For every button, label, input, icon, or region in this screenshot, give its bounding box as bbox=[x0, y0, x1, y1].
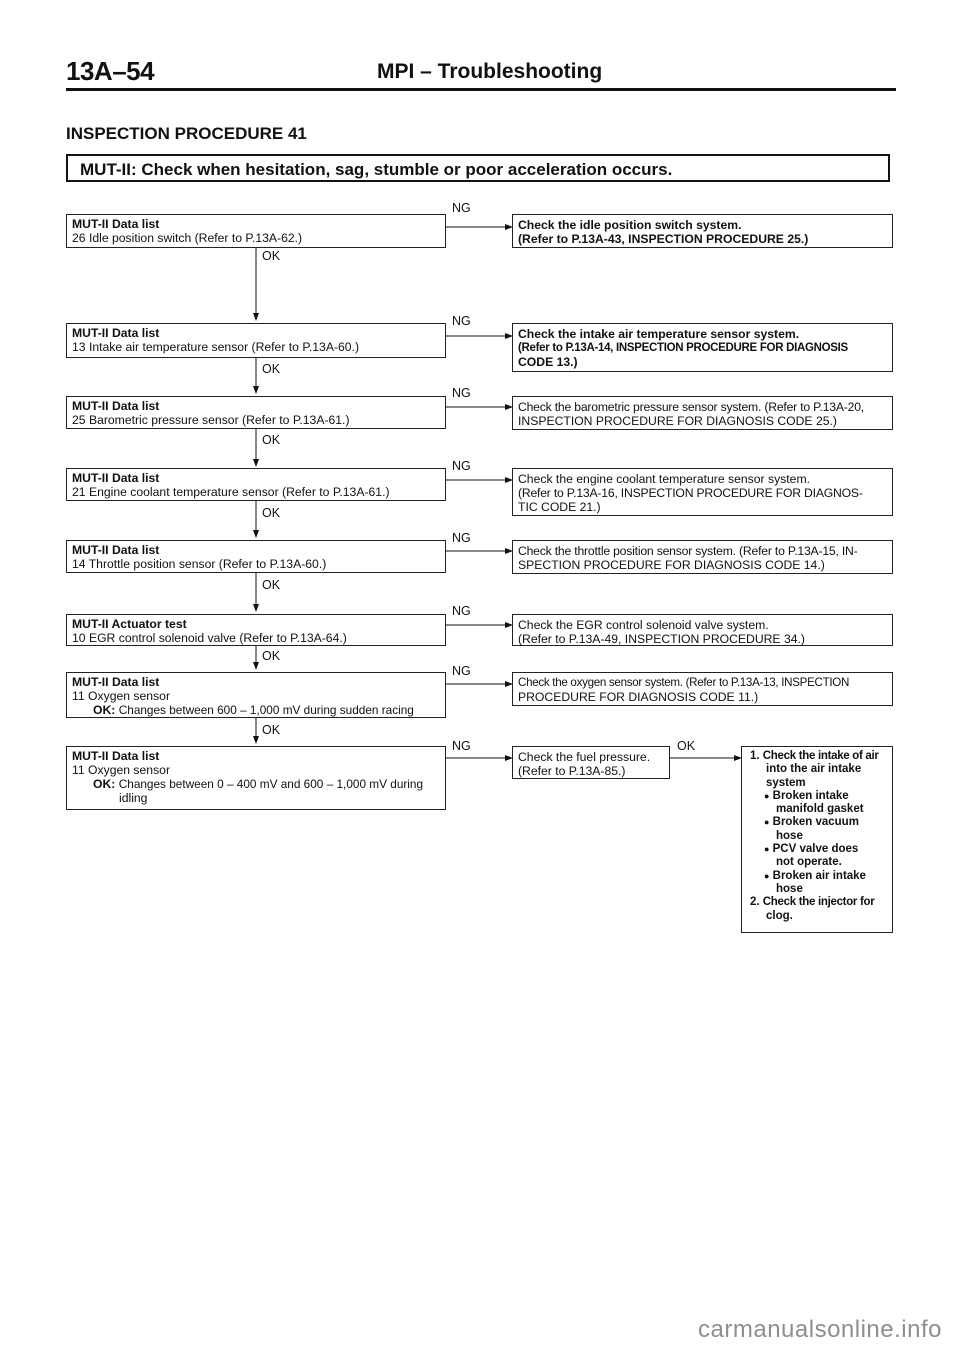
action-line: SPECTION PROCEDURE FOR DIAGNOSIS CODE 14.) bbox=[518, 558, 825, 572]
ng-label: NG bbox=[452, 459, 471, 473]
action-line: Check the fuel pressure. bbox=[518, 750, 651, 764]
ng-label: NG bbox=[452, 604, 471, 618]
action-box-egr-solenoid bbox=[512, 614, 893, 646]
check-box-engine-coolant-temp bbox=[66, 468, 446, 501]
bullet-text: Broken air intake bbox=[772, 869, 866, 882]
ok-label: OK bbox=[262, 506, 281, 520]
check-item: 26 Idle position switch (Refer to P.13A-62.) bbox=[72, 231, 303, 245]
ok-criteria bbox=[72, 777, 441, 791]
bullet-icon: ● bbox=[764, 817, 770, 828]
bullet-text: Broken vacuum bbox=[772, 816, 859, 829]
action-line: Check the intake air temperature sensor system. bbox=[518, 327, 800, 341]
procedure-title: INSPECTION PROCEDURE 41 bbox=[66, 124, 307, 143]
item-text: system bbox=[766, 776, 806, 789]
check-title: MUT-II Data list bbox=[72, 675, 160, 689]
ok-label: OK bbox=[262, 578, 281, 592]
ok-label: OK bbox=[262, 249, 281, 263]
action-line: (Refer to P.13A-49, INSPECTION PROCEDURE 34.) bbox=[518, 632, 805, 646]
item-number: 1. bbox=[750, 750, 760, 762]
ng-label: NG bbox=[452, 201, 471, 215]
check-box-throttle-position bbox=[66, 540, 446, 573]
bullet-item bbox=[750, 816, 887, 829]
item-text: clog. bbox=[766, 909, 793, 922]
action-line: CODE 13.) bbox=[518, 355, 578, 369]
check-box-barometric-pressure bbox=[66, 396, 446, 429]
ng-label: NG bbox=[452, 386, 471, 400]
ng-label: NG bbox=[452, 314, 471, 328]
action-box-engine-coolant-temp bbox=[512, 468, 893, 516]
bullet-icon: ● bbox=[764, 790, 770, 801]
page-number: 13A–54 bbox=[66, 56, 155, 86]
check-box-oxygen-sensor-racing bbox=[66, 672, 446, 718]
ok-prefix: OK: bbox=[93, 777, 116, 791]
ok-prefix: OK: bbox=[93, 703, 116, 717]
check-title: MUT-II Data list bbox=[72, 471, 160, 485]
item-text: into the air intake bbox=[766, 763, 862, 776]
bullet-text: Broken intake bbox=[772, 789, 849, 802]
watermark: carmanualsonline.info bbox=[698, 1316, 942, 1343]
ok-criteria-cont: idling bbox=[119, 791, 148, 805]
action-line: Check the EGR control solenoid valve system. bbox=[518, 618, 769, 632]
section-title: MPI – Troubleshooting bbox=[377, 60, 603, 83]
bullet-text-cont: hose bbox=[776, 829, 803, 842]
action-box-barometric-pressure bbox=[512, 396, 893, 430]
action-line: TIC CODE 21.) bbox=[518, 500, 601, 514]
action-line: Check the oxygen sensor system. (Refer to P.13A-13, INSPECTION bbox=[518, 676, 850, 689]
action-line: Check the barometric pressure sensor system. (Refer to P.13A-20, bbox=[518, 400, 864, 414]
check-item: 21 Engine coolant temperature sensor (Refer to P.13A-61.) bbox=[72, 485, 390, 499]
action-box-throttle-position bbox=[512, 540, 893, 574]
check-item: 11 Oxygen sensor bbox=[72, 763, 171, 777]
bullet-item bbox=[750, 790, 887, 803]
action-line: INSPECTION PROCEDURE FOR DIAGNOSIS CODE 25.) bbox=[518, 414, 837, 428]
action-line: PROCEDURE FOR DIAGNOSIS CODE 11.) bbox=[518, 690, 759, 704]
ng-label: NG bbox=[452, 664, 471, 678]
action-line: Check the throttle position sensor system. (Refer to P.13A-15, IN- bbox=[518, 544, 858, 558]
bullet-item bbox=[750, 843, 887, 856]
action-line: (Refer to P.13A-16, INSPECTION PROCEDURE FOR DIAGNOS- bbox=[518, 486, 863, 500]
check-title: MUT-II Data list bbox=[72, 543, 160, 557]
check-item: 13 Intake air temperature sensor (Refer to P.13A-60.) bbox=[72, 340, 360, 354]
bullet-text-cont: not operate. bbox=[776, 856, 842, 869]
ok-label: OK bbox=[262, 649, 281, 663]
check-title: MUT-II Actuator test bbox=[72, 617, 187, 631]
item-number: 2. bbox=[750, 896, 760, 909]
item-2 bbox=[750, 896, 887, 909]
bullet-icon: ● bbox=[764, 870, 770, 881]
check-box-idle-position-switch bbox=[66, 214, 446, 248]
ng-label: NG bbox=[452, 739, 471, 753]
check-box-egr-solenoid bbox=[66, 614, 446, 646]
check-item: 14 Throttle position sensor (Refer to P.13A-60.) bbox=[72, 557, 327, 571]
ok-label: OK bbox=[677, 739, 696, 753]
item-text: Check the intake of air bbox=[762, 750, 879, 762]
action-line: Check the engine coolant temperature sensor system. bbox=[518, 472, 810, 486]
bullet-text-cont: manifold gasket bbox=[776, 803, 864, 816]
procedure-description: MUT-II: Check when hesitation, sag, stumble or poor acceleration occurs. bbox=[66, 154, 890, 182]
check-title: MUT-II Data list bbox=[72, 217, 160, 231]
action-line: (Refer to P.13A-43, INSPECTION PROCEDURE 25.) bbox=[518, 232, 809, 246]
action-box-oxygen-sensor bbox=[512, 672, 893, 706]
ng-label: NG bbox=[452, 531, 471, 545]
bullet-text-cont: hose bbox=[776, 882, 803, 895]
check-item: 11 Oxygen sensor bbox=[72, 689, 171, 703]
action-box-fuel-pressure bbox=[512, 746, 670, 779]
check-title: MUT-II Data list bbox=[72, 749, 160, 763]
check-box-intake-air-temp bbox=[66, 323, 446, 358]
check-item: 10 EGR control solenoid valve (Refer to P.13A-64.) bbox=[72, 631, 347, 645]
action-line: (Refer to P.13A-85.) bbox=[518, 764, 626, 778]
final-check-box bbox=[741, 746, 893, 933]
item-1 bbox=[750, 750, 887, 763]
bullet-item bbox=[750, 870, 887, 883]
ok-label: OK bbox=[262, 362, 281, 376]
ok-criteria-text: Changes between 600 – 1,000 mV during sudden racing bbox=[118, 703, 414, 717]
action-line: Check the idle position switch system. bbox=[518, 218, 742, 232]
check-title: MUT-II Data list bbox=[72, 326, 160, 340]
bullet-icon: ● bbox=[764, 844, 770, 855]
bullet-text: PCV valve does bbox=[772, 843, 859, 856]
check-item: 25 Barometric pressure sensor (Refer to P.13A-61.) bbox=[72, 413, 350, 427]
ok-criteria bbox=[72, 703, 441, 717]
ok-label: OK bbox=[262, 433, 281, 447]
ok-label: OK bbox=[262, 723, 281, 737]
action-box-idle-position-switch bbox=[512, 214, 893, 248]
ok-criteria-text: Changes between 0 – 400 mV and 600 – 1,000 mV during bbox=[118, 777, 424, 791]
item-text: Check the injector for bbox=[762, 896, 875, 909]
check-box-oxygen-sensor-idling bbox=[66, 746, 446, 810]
action-line: (Refer to P.13A-14, INSPECTION PROCEDURE FOR DIAGNOSIS bbox=[518, 342, 848, 354]
action-box-intake-air-temp bbox=[512, 323, 893, 372]
check-title: MUT-II Data list bbox=[72, 399, 160, 413]
